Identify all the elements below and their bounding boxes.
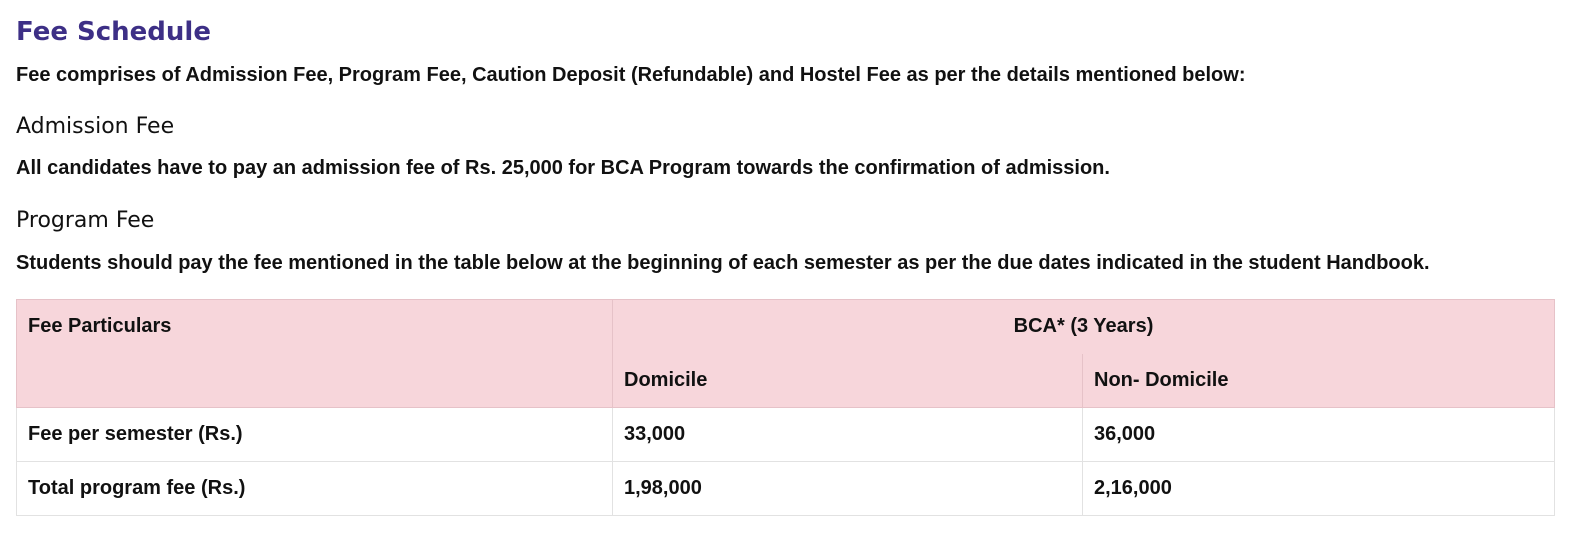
header-fee-particulars: Fee Particulars [17,300,613,408]
table-row [17,408,1555,462]
row-label: Total program fee (Rs.) [17,462,613,516]
fee-table-header [17,300,1555,408]
row-label: Fee per semester (Rs.) [17,408,613,462]
header-program-bca: BCA* (3 Years) [613,300,1555,354]
cell-non-domicile: 36,000 [1083,408,1555,462]
intro-text: Fee comprises of Admission Fee, Program Fee, Caution Deposit (Refundable) and Hostel Fee as per the details mentioned below: [16,64,1246,86]
header-domicile: Domicile [613,354,1083,408]
admission-fee-text: All candidates have to pay an admission fee of Rs. 25,000 for BCA Program towards the confirmation of admission. [16,157,1110,179]
fee-table-header-row [17,300,1555,354]
page-title: Fee Schedule [16,17,211,47]
fee-table [16,299,1555,516]
cell-domicile: 33,000 [613,408,1083,462]
header-non-domicile: Non- Domicile [1083,354,1555,408]
program-fee-text: Students should pay the fee mentioned in the table below at the beginning of each semester as per the due dates indicated in the student Handbook. [16,252,1430,274]
table-row [17,462,1555,516]
fee-table-body [17,408,1555,516]
program-fee-heading: Program Fee [16,208,155,233]
cell-non-domicile: 2,16,000 [1083,462,1555,516]
admission-fee-heading: Admission Fee [16,114,175,139]
cell-domicile: 1,98,000 [613,462,1083,516]
